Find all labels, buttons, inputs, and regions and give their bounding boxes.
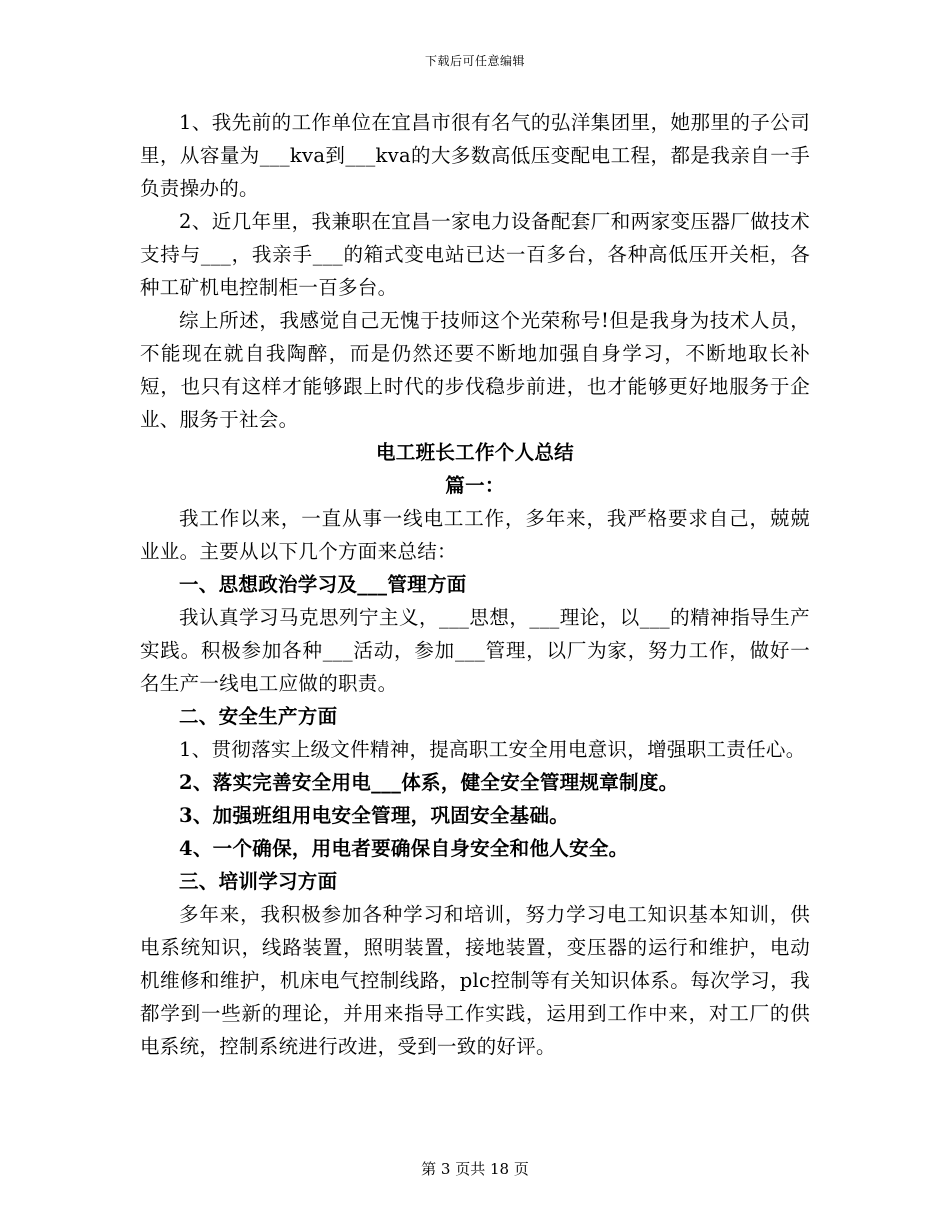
safety-item-4: 4、一个确保，用电者要确保自身安全和他人安全。 [179,837,629,860]
safety-item-1: 1、贯彻落实上级文件精神，提高职工安全用电意识，增强职工责任心。 [179,738,806,761]
paragraph-2: 2、近几年里，我兼职在宜昌一家电力设备配套厂和两家变压器厂做技术支持与___，我亲手___的箱式变电站已达一百多台，各种高低压开关柜，各种工矿机电控制柜一百多台。 [140,210,810,299]
document-body [140,106,810,1063]
safety-item-2: 2、落实完善安全用电___体系，健全安全管理规章制度。 [179,771,679,794]
paragraph-4: 我工作以来，一直从事一线电工工作，多年来，我严格要求自己，兢兢业业。主要从以下几个方面来总结： [140,507,810,563]
heading-training: 三、培训学习方面 [179,870,338,893]
heading-safety: 二、安全生产方面 [179,705,338,728]
subsection-title: 篇一： [445,474,505,497]
section-title: 电工班长工作个人总结 [375,441,574,464]
paragraph-5: 我认真学习马克思列宁主义，___思想，___理论，以___的精神指导生产实践。积极参加各种___活动，参加___管理，以厂为家，努力工作，做好一名生产一线电工应做的职责。 [140,606,810,695]
paragraph-1: 1、我先前的工作单位在宜昌市很有名气的弘洋集团里，她那里的子公司里，从容量为___kva到___kva的大多数高低压变配电工程，都是我亲自一手负责操办的。 [140,111,810,200]
page-footer: 第 3 页共 18 页 [421,1160,529,1178]
heading-politics: 一、思想政治学习及___管理方面 [179,573,467,596]
safety-item-3: 3、加强班组用电安全管理，巩固安全基础。 [179,804,570,827]
paragraph-6: 多年来，我积极参加各种学习和培训，努力学习电工知识基本知训，供电系统知识，线路装置，照明装置，接地装置，变压器的运行和维护，电动机维修和维护，机床电气控制线路，plc控制等有关知识体系。每次学习，我都学到一些新的理论，并用来指导工作实践，运用到工作中来，对工厂的供电系统，控制系统进行改进，受到一致的好评。 [140,903,810,1058]
page-header: 下载后可任意编辑 [424,54,525,68]
paragraph-3: 综上所述，我感觉自己无愧于技师这个光荣称号!但是我身为技术人员，不能现在就自我陶醉，而是仍然还要不断地加强自身学习，不断地取长补短，也只有这样才能够跟上时代的步伐稳步前进，也才能够更好地服务于企业、服务于社会。 [140,309,810,431]
